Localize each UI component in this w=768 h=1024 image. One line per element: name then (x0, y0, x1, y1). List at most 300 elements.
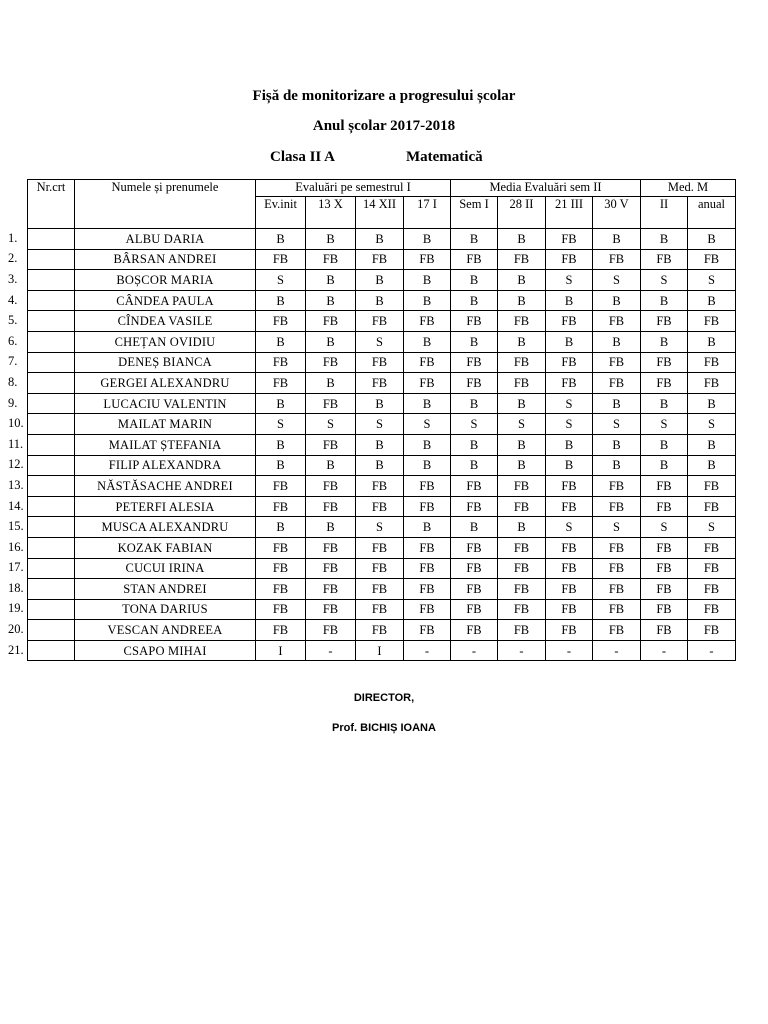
col-subheader: II (641, 197, 688, 229)
grade-cell: B (641, 290, 688, 311)
row-number: 3. (8, 271, 18, 286)
student-name: GERGEI ALEXANDRU (75, 373, 256, 394)
grade-cell: B (306, 229, 356, 250)
grade-cell: FB (256, 558, 306, 579)
grade-cell: FB (356, 537, 404, 558)
grade-cell: B (498, 455, 546, 476)
grade-cell: FB (356, 352, 404, 373)
grade-cell: FB (256, 311, 306, 332)
table-row (28, 496, 736, 517)
grade-cell: FB (404, 558, 451, 579)
grade-cell: FB (356, 249, 404, 270)
grade-cell: FB (451, 249, 498, 270)
student-name: CÂNDEA PAULA (75, 290, 256, 311)
grade-cell: FB (451, 311, 498, 332)
grade-cell: FB (641, 496, 688, 517)
col-subheader: 13 X (306, 197, 356, 229)
student-name: MAILAT MARIN (75, 414, 256, 435)
grade-cell: FB (546, 229, 593, 250)
student-name: TONA DARIUS (75, 599, 256, 620)
grade-cell: S (546, 414, 593, 435)
grade-cell: FB (404, 352, 451, 373)
grade-cell: B (593, 229, 641, 250)
grade-cell: FB (404, 496, 451, 517)
signature-role: DIRECTOR, (353, 692, 415, 704)
grade-cell: FB (451, 537, 498, 558)
grade-cell: FB (306, 476, 356, 497)
grade-cell: B (498, 270, 546, 291)
grade-cell: I (256, 640, 306, 661)
grade-cell: S (404, 414, 451, 435)
grade-cell: FB (356, 373, 404, 394)
grade-cell: FB (593, 249, 641, 270)
grade-cell: FB (593, 579, 641, 600)
grade-cell: B (404, 331, 451, 352)
row-number: 13. (8, 477, 24, 492)
grade-cell: - (593, 640, 641, 661)
grade-cell: FB (593, 476, 641, 497)
student-name: CSAPO MIHAI (75, 640, 256, 661)
grade-cell: FB (688, 496, 736, 517)
student-name: MUSCA ALEXANDRU (75, 517, 256, 538)
grade-cell: I (356, 640, 404, 661)
grade-cell: S (688, 517, 736, 538)
grade-cell: B (356, 393, 404, 414)
grade-cell: FB (306, 537, 356, 558)
grade-cell: FB (256, 352, 306, 373)
nr-cell (28, 558, 75, 579)
grade-cell: FB (546, 599, 593, 620)
grade-cell: FB (256, 249, 306, 270)
table-row (28, 579, 736, 600)
grade-cell: FB (546, 496, 593, 517)
student-name: FILIP ALEXANDRA (75, 455, 256, 476)
grade-cell: FB (498, 311, 546, 332)
grade-cell: FB (593, 620, 641, 641)
nr-cell (28, 620, 75, 641)
grade-cell: B (498, 517, 546, 538)
grade-cell: FB (641, 311, 688, 332)
grade-cell: FB (498, 620, 546, 641)
grade-cell: FB (404, 476, 451, 497)
row-number: 20. (8, 622, 24, 637)
grade-cell: B (688, 455, 736, 476)
grade-cell: B (498, 434, 546, 455)
grade-cell: FB (593, 352, 641, 373)
grade-cell: FB (498, 373, 546, 394)
grade-cell: B (641, 455, 688, 476)
grade-cell: FB (306, 434, 356, 455)
nr-cell (28, 455, 75, 476)
grade-cell: B (546, 455, 593, 476)
grade-cell: FB (306, 249, 356, 270)
grade-cell: FB (451, 476, 498, 497)
grade-cell: FB (498, 599, 546, 620)
student-name: KOZAK FABIAN (75, 537, 256, 558)
grade-cell: B (688, 331, 736, 352)
nr-cell (28, 393, 75, 414)
grade-cell: B (306, 270, 356, 291)
grade-cell: B (498, 290, 546, 311)
grade-cell: S (593, 414, 641, 435)
grade-cell: FB (688, 599, 736, 620)
grade-cell: B (451, 434, 498, 455)
grade-cell: FB (306, 579, 356, 600)
nr-cell (28, 249, 75, 270)
table-row (28, 517, 736, 538)
nr-cell (28, 290, 75, 311)
grade-cell: FB (688, 249, 736, 270)
grade-cell: FB (404, 373, 451, 394)
grade-cell: B (256, 331, 306, 352)
grade-cell: S (256, 414, 306, 435)
col-subheader: 17 I (404, 197, 451, 229)
grade-cell: B (593, 331, 641, 352)
grade-cell: B (641, 331, 688, 352)
grade-cell: S (546, 393, 593, 414)
grade-cell: S (688, 270, 736, 291)
grade-cell: B (593, 393, 641, 414)
grade-cell: B (641, 393, 688, 414)
nr-cell (28, 640, 75, 661)
grade-cell: B (641, 434, 688, 455)
row-number: 9. (8, 395, 18, 410)
grade-cell: S (641, 414, 688, 435)
grade-cell: B (306, 455, 356, 476)
grade-cell: FB (641, 537, 688, 558)
grade-cell: S (256, 270, 306, 291)
grade-cell: B (256, 455, 306, 476)
grade-cell: FB (546, 352, 593, 373)
table-row (28, 331, 736, 352)
table-row (28, 558, 736, 579)
grade-cell: FB (356, 599, 404, 620)
grade-cell: FB (356, 620, 404, 641)
grade-cell: S (641, 517, 688, 538)
nr-cell (28, 476, 75, 497)
class-label: Clasa II A (270, 149, 336, 165)
grade-cell: FB (546, 579, 593, 600)
grade-cell: FB (404, 599, 451, 620)
nr-cell (28, 599, 75, 620)
grade-cell: B (593, 455, 641, 476)
grade-cell: FB (256, 620, 306, 641)
grade-cell: B (498, 331, 546, 352)
grade-cell: FB (306, 352, 356, 373)
grade-cell: FB (688, 311, 736, 332)
grade-cell: B (498, 229, 546, 250)
grade-cell: B (593, 290, 641, 311)
grade-cell: FB (688, 476, 736, 497)
grade-cell: S (356, 517, 404, 538)
grade-cell: B (546, 434, 593, 455)
grade-cell: S (498, 414, 546, 435)
grade-cell: B (404, 393, 451, 414)
grade-cell: B (404, 517, 451, 538)
grade-cell: - (451, 640, 498, 661)
grade-cell: B (306, 331, 356, 352)
row-number: 1. (8, 230, 18, 245)
signature-name: Prof. BICHIȘ IOANA (332, 722, 436, 734)
grade-cell: FB (546, 537, 593, 558)
nr-cell (28, 517, 75, 538)
table-row (28, 352, 736, 373)
grade-cell: FB (641, 579, 688, 600)
col-subheader: 21 III (546, 197, 593, 229)
row-number: 5. (8, 313, 18, 328)
grade-cell: FB (356, 558, 404, 579)
grade-cell: B (356, 270, 404, 291)
grade-cell: FB (688, 373, 736, 394)
grade-cell: B (404, 434, 451, 455)
student-name: MAILAT ȘTEFANIA (75, 434, 256, 455)
grade-cell: FB (306, 393, 356, 414)
nr-cell (28, 537, 75, 558)
grade-cell: FB (498, 558, 546, 579)
row-number: 10. (8, 416, 24, 431)
grade-cell: B (498, 393, 546, 414)
grade-cell: FB (356, 579, 404, 600)
student-name: VESCAN ANDREEA (75, 620, 256, 641)
grade-cell: B (451, 270, 498, 291)
grade-cell: FB (688, 620, 736, 641)
grade-cell: B (688, 393, 736, 414)
table-row (28, 229, 736, 250)
grade-cell: FB (356, 496, 404, 517)
student-name: DENEȘ BIANCA (75, 352, 256, 373)
grade-cell: B (546, 290, 593, 311)
grade-cell: FB (404, 249, 451, 270)
row-number: 11. (8, 436, 24, 451)
grade-cell: FB (451, 373, 498, 394)
grade-cell: B (404, 229, 451, 250)
grade-cell: FB (404, 311, 451, 332)
grade-cell: - (404, 640, 451, 661)
grade-cell: FB (641, 476, 688, 497)
grade-cell: FB (498, 537, 546, 558)
grade-cell: FB (451, 558, 498, 579)
row-number: 15. (8, 519, 24, 534)
col-group-sem2: Media Evaluări sem II (451, 180, 641, 197)
nr-cell (28, 270, 75, 291)
row-number: 19. (8, 601, 24, 616)
row-number: 14. (8, 498, 24, 513)
col-group-sem1: Evaluări pe semestrul I (256, 180, 451, 197)
col-subheader: Ev.init (256, 197, 306, 229)
grade-cell: FB (498, 352, 546, 373)
table-row (28, 414, 736, 435)
nr-cell (28, 373, 75, 394)
table-row (28, 290, 736, 311)
subject-label: Matematică (406, 149, 483, 165)
grade-cell: FB (306, 496, 356, 517)
table-row (28, 249, 736, 270)
grade-cell: FB (306, 558, 356, 579)
grade-cell: FB (306, 599, 356, 620)
grade-cell: FB (256, 496, 306, 517)
student-name: BOȘCOR MARIA (75, 270, 256, 291)
grade-cell: B (306, 517, 356, 538)
table-row (28, 434, 736, 455)
grade-cell: FB (546, 311, 593, 332)
grade-cell: - (306, 640, 356, 661)
grade-cell: FB (641, 620, 688, 641)
grade-cell: FB (256, 476, 306, 497)
grade-cell: B (451, 517, 498, 538)
col-subheader: 14 XII (356, 197, 404, 229)
row-number: 17. (8, 560, 24, 575)
nr-cell (28, 496, 75, 517)
grade-cell: B (404, 270, 451, 291)
table-row (28, 393, 736, 414)
grade-cell: FB (593, 558, 641, 579)
grade-cell: FB (688, 558, 736, 579)
grade-cell: FB (641, 373, 688, 394)
grade-cell: - (498, 640, 546, 661)
grade-cell: FB (593, 373, 641, 394)
student-name: PETERFI ALESIA (75, 496, 256, 517)
nr-cell (28, 434, 75, 455)
grade-cell: B (306, 373, 356, 394)
col-subheader: 28 II (498, 197, 546, 229)
student-name: NĂSTĂSACHE ANDREI (75, 476, 256, 497)
grade-cell: - (641, 640, 688, 661)
student-name: ALBU DARIA (75, 229, 256, 250)
col-subheader: Sem I (451, 197, 498, 229)
grade-cell: B (451, 229, 498, 250)
grade-cell: FB (688, 579, 736, 600)
grade-cell: FB (404, 579, 451, 600)
student-name: CÎNDEA VASILE (75, 311, 256, 332)
table-row (28, 311, 736, 332)
row-number: 8. (8, 374, 18, 389)
grade-cell: S (546, 270, 593, 291)
row-number: 7. (8, 354, 18, 369)
grade-cell: FB (451, 496, 498, 517)
grade-cell: - (688, 640, 736, 661)
grade-cell: FB (641, 599, 688, 620)
grade-cell: B (256, 434, 306, 455)
progress-table (27, 179, 736, 661)
row-number: 21. (8, 642, 24, 657)
grade-cell: FB (451, 352, 498, 373)
row-number: 18. (8, 580, 24, 595)
nr-cell (28, 414, 75, 435)
grade-cell: FB (593, 496, 641, 517)
grade-cell: S (593, 517, 641, 538)
grade-cell: FB (641, 249, 688, 270)
grade-cell: - (546, 640, 593, 661)
grade-cell: B (256, 290, 306, 311)
nr-cell (28, 331, 75, 352)
grade-cell: FB (256, 579, 306, 600)
grade-cell: S (356, 331, 404, 352)
grade-cell: FB (498, 579, 546, 600)
student-name: LUCACIU VALENTIN (75, 393, 256, 414)
student-name: BÂRSAN ANDREI (75, 249, 256, 270)
grade-cell: FB (593, 599, 641, 620)
grade-cell: FB (306, 311, 356, 332)
grade-cell: S (356, 414, 404, 435)
grade-cell: B (451, 455, 498, 476)
grade-cell: FB (688, 537, 736, 558)
row-number: 6. (8, 333, 18, 348)
grade-cell: B (451, 393, 498, 414)
table-row (28, 620, 736, 641)
grade-cell: FB (593, 311, 641, 332)
grade-cell: B (451, 290, 498, 311)
grade-cell: B (404, 455, 451, 476)
nr-cell (28, 352, 75, 373)
nr-cell (28, 311, 75, 332)
grade-cell: S (451, 414, 498, 435)
grade-cell: B (356, 455, 404, 476)
col-header-name: Numele și prenumele (75, 180, 256, 229)
row-number: 4. (8, 292, 18, 307)
grade-cell: B (451, 331, 498, 352)
grade-cell: FB (546, 558, 593, 579)
nr-cell (28, 579, 75, 600)
grade-cell: FB (641, 558, 688, 579)
grade-cell: FB (451, 579, 498, 600)
grade-cell: B (404, 290, 451, 311)
grade-cell: FB (306, 620, 356, 641)
grade-cell: FB (688, 352, 736, 373)
grade-cell: B (356, 434, 404, 455)
col-header-nr: Nr.crt (28, 180, 75, 229)
grade-cell: B (356, 229, 404, 250)
grade-cell: FB (546, 249, 593, 270)
grade-cell: FB (593, 537, 641, 558)
grade-cell: FB (546, 476, 593, 497)
table-row (28, 537, 736, 558)
grade-cell: B (356, 290, 404, 311)
grade-cell: B (256, 229, 306, 250)
grade-cell: FB (356, 311, 404, 332)
grade-cell: FB (451, 599, 498, 620)
document-title: Fișă de monitorizare a progresului școlar (252, 88, 516, 104)
student-name: STAN ANDREI (75, 579, 256, 600)
col-subheader: 30 V (593, 197, 641, 229)
row-number: 16. (8, 539, 24, 554)
table-row (28, 270, 736, 291)
grade-cell: S (306, 414, 356, 435)
grade-cell: FB (404, 537, 451, 558)
grade-cell: B (256, 393, 306, 414)
table-row (28, 476, 736, 497)
grade-cell: B (546, 331, 593, 352)
grade-cell: S (593, 270, 641, 291)
col-subheader: anual (688, 197, 736, 229)
grade-cell: FB (498, 249, 546, 270)
grade-cell: FB (451, 620, 498, 641)
grade-cell: FB (546, 373, 593, 394)
grade-cell: FB (256, 373, 306, 394)
table-row (28, 599, 736, 620)
grade-cell: FB (546, 620, 593, 641)
grade-cell: B (641, 229, 688, 250)
grade-cell: B (306, 290, 356, 311)
grade-cell: B (256, 517, 306, 538)
grade-cell: FB (498, 496, 546, 517)
grade-cell: B (688, 290, 736, 311)
grade-cell: S (688, 414, 736, 435)
student-name: CHEȚAN OVIDIU (75, 331, 256, 352)
grade-cell: FB (256, 599, 306, 620)
grade-cell: S (641, 270, 688, 291)
grade-cell: B (688, 229, 736, 250)
table-row (28, 373, 736, 394)
